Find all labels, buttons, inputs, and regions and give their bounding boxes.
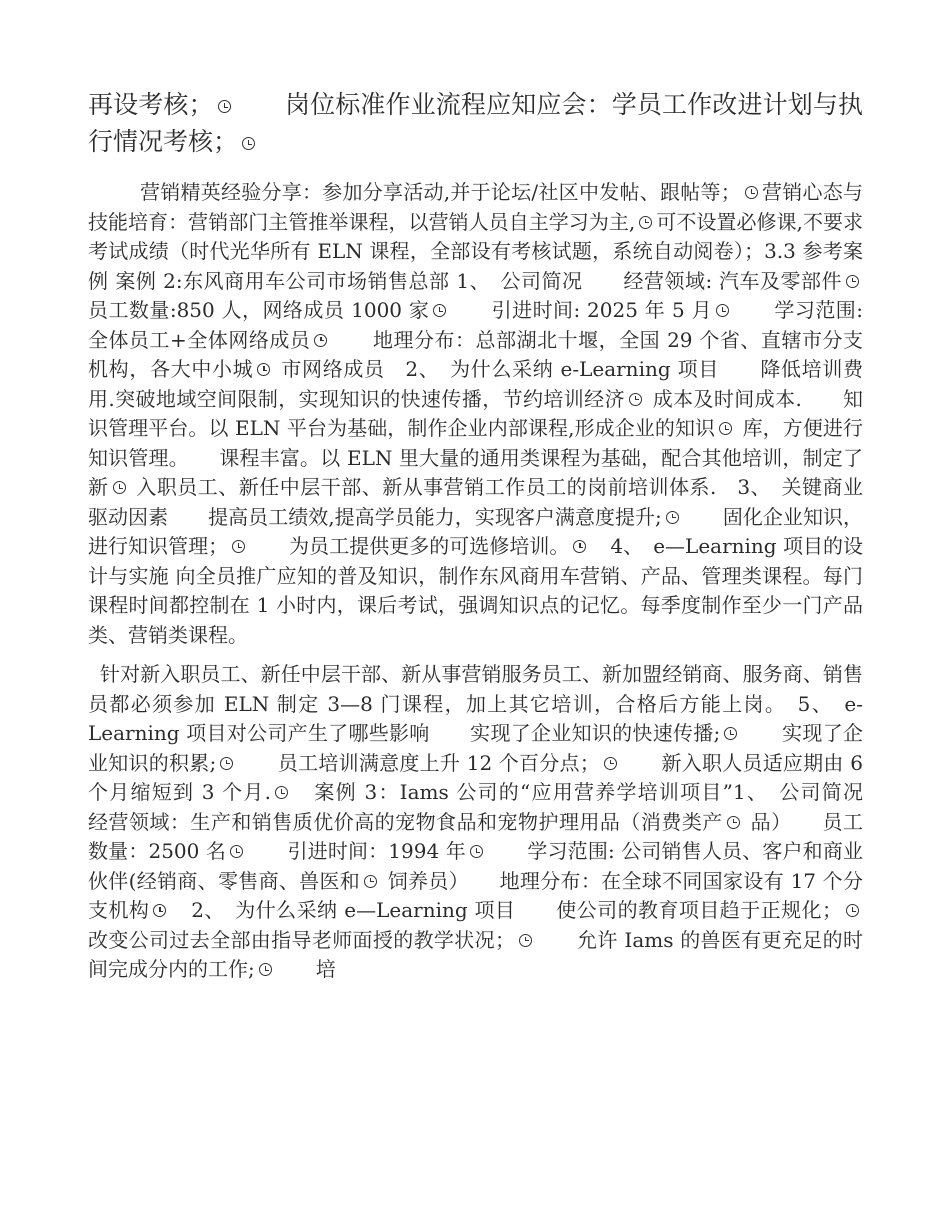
text-segment: 饲养员） 地理分布：在全球不同国家设有 17 个分支机构 (88, 868, 863, 922)
clock-icon (846, 904, 859, 917)
clock-icon (724, 727, 737, 740)
clock-icon (727, 816, 740, 829)
text-segment: 针对新入职员工、新任中层干部、新从事营销服务员工、新加盟经销商、服务商、销售员都必须参加 ELN 制定 3—8 门课程，加上其它培训，合格后方能上岗。 5、 e-Learning 项目对公司产生了哪些影响 实现了企业知识的快速传播; (88, 662, 863, 745)
text-segment: 培 (275, 957, 336, 981)
text-segment: 岗位标准作业流程应知应会：学员工作改进计划与执行情况考核； (88, 90, 863, 156)
text-segment: 固化企业知识，进行知识管理； (88, 504, 863, 558)
text-segment: 学习范围: 全体员工+全体网络成员 (88, 298, 870, 352)
clock-icon (218, 100, 231, 113)
body-paragraph-2 (88, 660, 904, 985)
clock-icon (232, 540, 245, 553)
clock-icon (846, 275, 859, 288)
clock-icon (470, 845, 483, 858)
text-segment: 入职员工、新任中层干部、新从事营销工作员工的岗前培训体系. 3、 关键商业驱动因素 提高员工绩效,提高学员能力，实现客户满意度提升; (88, 475, 863, 529)
text-segment: 员工数量:850 人，网络成员 1000 家 (88, 268, 903, 322)
clock-icon (153, 904, 166, 917)
text-segment: 员工培训满意度上升 12 个百分点； (237, 750, 600, 775)
clock-icon (242, 137, 255, 150)
body-paragraph-1 (88, 178, 903, 650)
text-segment: 品） 员工数量：2500 名 (88, 809, 863, 863)
text-segment: 营销心态与技能培育：营销部门主管推举课程，以营销人员自主学习为主, (88, 180, 863, 234)
text-segment: 市网络成员 2、 为什么采纳 e-Learning 项目 降低培训费用.突破地域空间限制，实现知识的快速传播，节约培训经济 (88, 357, 864, 411)
clock-icon (519, 934, 532, 947)
clock-icon (433, 304, 446, 317)
text-segment: 学习范围: 公司销售人员、客户和商业伙伴(经销商、零售商、兽医和 (88, 839, 863, 893)
text-segment: 库，方便进行知识管理。 课程丰富。以 ELN 里大量的通用类课程为基础，配合其他培训，制定了新 (88, 416, 863, 499)
text-segment: 案例 3：Iams 公司的“应用营养学培训项目”1、 公司简况 经营领域：生产和销售质优价高的宠物食品和宠物护理用品（消费类产 (88, 780, 904, 834)
text-segment: 2、 为什么采纳 e—Learning 项目 使公司的教育项目趋于正规化； (170, 898, 842, 922)
text-segment: 再设考核； (88, 90, 214, 119)
text-segment: 可不设置必修课,不要求考试成绩（时代光华所有 ELN 课程，全部设有考核试题，系统自动阅卷）；3.3 参考案例 案例 2:东风商用车公司市场销售总部 1、 公司简况 经营领域: 汽车及零部件 (88, 209, 864, 293)
text-segment: 实现了企业知识的积累; (88, 721, 863, 775)
clock-icon (716, 304, 729, 317)
document-page (88, 86, 904, 995)
heading-paragraph (88, 86, 863, 160)
clock-icon (113, 481, 126, 494)
clock-icon (259, 963, 272, 976)
clock-icon (666, 511, 679, 524)
text-segment: 4、 e—Learning 项目的设计与实施 向全员推广应知的普及知识，制作东风商用车营销、产品、管理类课程。每门课程时间都控制在 1 小时内，课后考试，强调知识点的记忆。每季度制作至少一门产品类、营销类课程。 (88, 534, 864, 647)
clock-icon (745, 186, 758, 199)
clock-icon (604, 757, 617, 770)
clock-icon (629, 393, 642, 406)
text-segment: 改变公司过去全部由指导老师面授的教学状况； (88, 898, 903, 952)
text-segment: 新入职人员适应期由 6 个月缩短到 3 个月. (88, 750, 870, 804)
text-segment: 允许 Iams 的兽医有更充足的时间完成分内的工作; (88, 927, 863, 981)
clock-icon (220, 757, 233, 770)
text-segment: 地理分布：总部湖北十堰，全国 29 个省、直辖市分支机构，各大中小城 (88, 327, 863, 381)
text-segment: 引进时间: 2025 年 5 月 (450, 298, 713, 322)
text-segment: 成本及时间成本. 知识管理平台。以 ELN 平台为基础，制作企业内部课程,形成企业的知识 (88, 386, 864, 440)
text-segment: 引进时间：1994 年 (247, 839, 466, 863)
clock-icon (573, 540, 586, 553)
clock-icon (230, 845, 243, 858)
clock-icon (275, 786, 288, 799)
clock-icon (639, 216, 652, 229)
clock-icon (364, 875, 377, 888)
clock-icon (314, 334, 327, 347)
text-segment: 为员工提供更多的可选修培训。 (249, 534, 570, 558)
clock-icon (719, 422, 732, 435)
text-segment: 营销精英经验分享：参加分享活动,并于论坛/社区中发帖、跟帖等； (140, 180, 741, 204)
clock-icon (257, 363, 270, 376)
